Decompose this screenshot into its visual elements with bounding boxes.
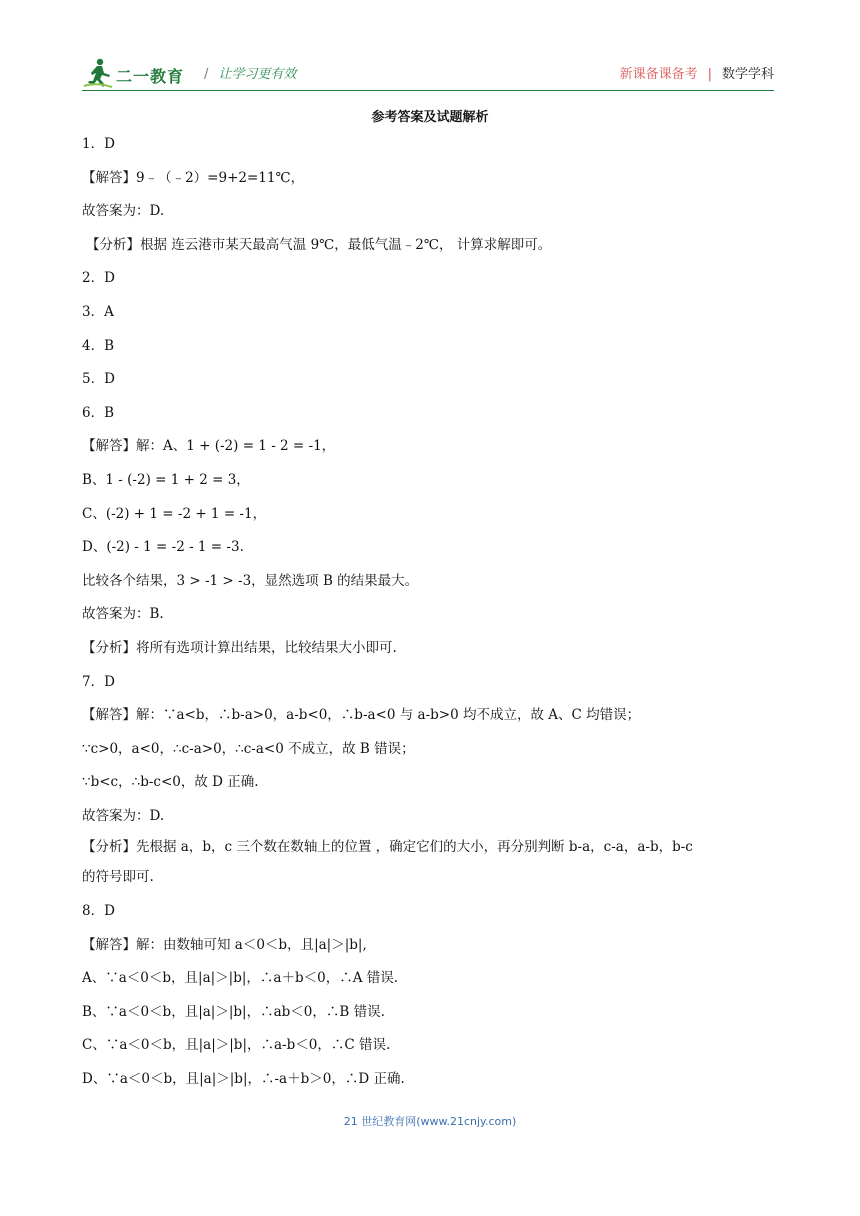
answer-line: C、(-2) + 1 = -2 + 1 = -1，	[82, 505, 267, 522]
slogan	[204, 63, 296, 82]
header-divider	[82, 90, 774, 91]
answer-line: 【分析】根据 连云港市某天最高气温 9℃，最低气温﹣2℃， 计算求解即可。	[86, 236, 552, 253]
page-footer: 21 世纪教育网(www.21cnjy.com)	[343, 1115, 517, 1128]
answer-line: 4．B	[82, 337, 115, 354]
runner-logo-icon	[82, 56, 116, 90]
answer-line: 1．D	[82, 136, 115, 152]
answer-line: ∵b<c，∴b-c<0，故 D 正确.	[82, 774, 259, 791]
slogan-slash: /	[204, 67, 209, 82]
slogan-text: 让学习更有效	[218, 67, 297, 82]
answer-line: 【分析】将所有选项计算出结果，比较结果大小即可.	[82, 639, 397, 656]
answer-line: 3．A	[82, 303, 114, 320]
answer-line: C、∵a＜0＜b，且|a|＞|b|，∴a-b＜0，∴C 错误.	[82, 1037, 391, 1054]
answer-line: 8．D	[82, 903, 115, 920]
answer-line: 2．D	[82, 270, 115, 287]
answer-line: B、1 - (-2) = 1 + 2 = 3，	[82, 471, 250, 488]
answer-line: B、∵a＜0＜b，且|a|＞|b|，∴ab＜0，∴B 错误.	[82, 1003, 385, 1020]
answer-line: 比较各个结果，3 > -1 > -3，显然选项 B 的结果最大。	[82, 572, 419, 589]
document-title: 参考答案及试题解析	[371, 110, 489, 125]
answer-line: 【解答】解：A、1 + (-2) = 1 - 2 = -1，	[82, 438, 336, 455]
answer-line: 【解答】解：∵a<b，∴b-a>0，a-b<0，∴b-a<0 与 a-b>0 均不成立，故 A、C 均错误；	[82, 707, 641, 724]
page-header	[82, 56, 774, 90]
course-label: 新课备课备考	[619, 67, 698, 82]
header-separator: |	[707, 67, 712, 82]
answer-line: ∵c>0，a<0，∴c-a>0，∴c-a<0 不成立，故 B 错误；	[82, 740, 415, 757]
answer-line: 故答案为：B.	[82, 606, 164, 623]
answer-content	[82, 128, 782, 1097]
header-right	[620, 63, 774, 82]
brand-logo	[82, 56, 192, 90]
answer-line: 的符号即可.	[82, 869, 154, 886]
answer-line: 【分析】先根据 a，b，c 三个数在数轴上的位置 ，确定它们的大小，再分别判断 b-a，c-a，a-b，b-c	[82, 839, 693, 856]
answer-line: 5．D	[82, 371, 115, 388]
answer-line: 6．B	[82, 404, 115, 421]
answer-line: 【解答】解：由数轴可知 a＜0＜b，且|a|＞|b|,	[82, 936, 367, 953]
answer-line: D、∵a＜0＜b，且|a|＞|b|，∴-a＋b＞0，∴D 正确.	[82, 1071, 405, 1088]
answer-line: 7．D	[82, 673, 115, 690]
answer-line: 故答案为：D.	[82, 807, 165, 824]
subject-label: 数学学科	[721, 67, 774, 82]
answer-line: D、(-2) - 1 = -2 - 1 = -3.	[82, 539, 244, 556]
answer-line: 【解答】9﹣（﹣2）=9+2=11℃，	[82, 169, 305, 186]
answer-line: 故答案为：D.	[82, 203, 165, 220]
answer-line: A、∵a＜0＜b，且|a|＞|b|，∴a＋b＜0，∴A 错误.	[82, 970, 399, 987]
logo-text: 二一教育	[116, 67, 185, 86]
